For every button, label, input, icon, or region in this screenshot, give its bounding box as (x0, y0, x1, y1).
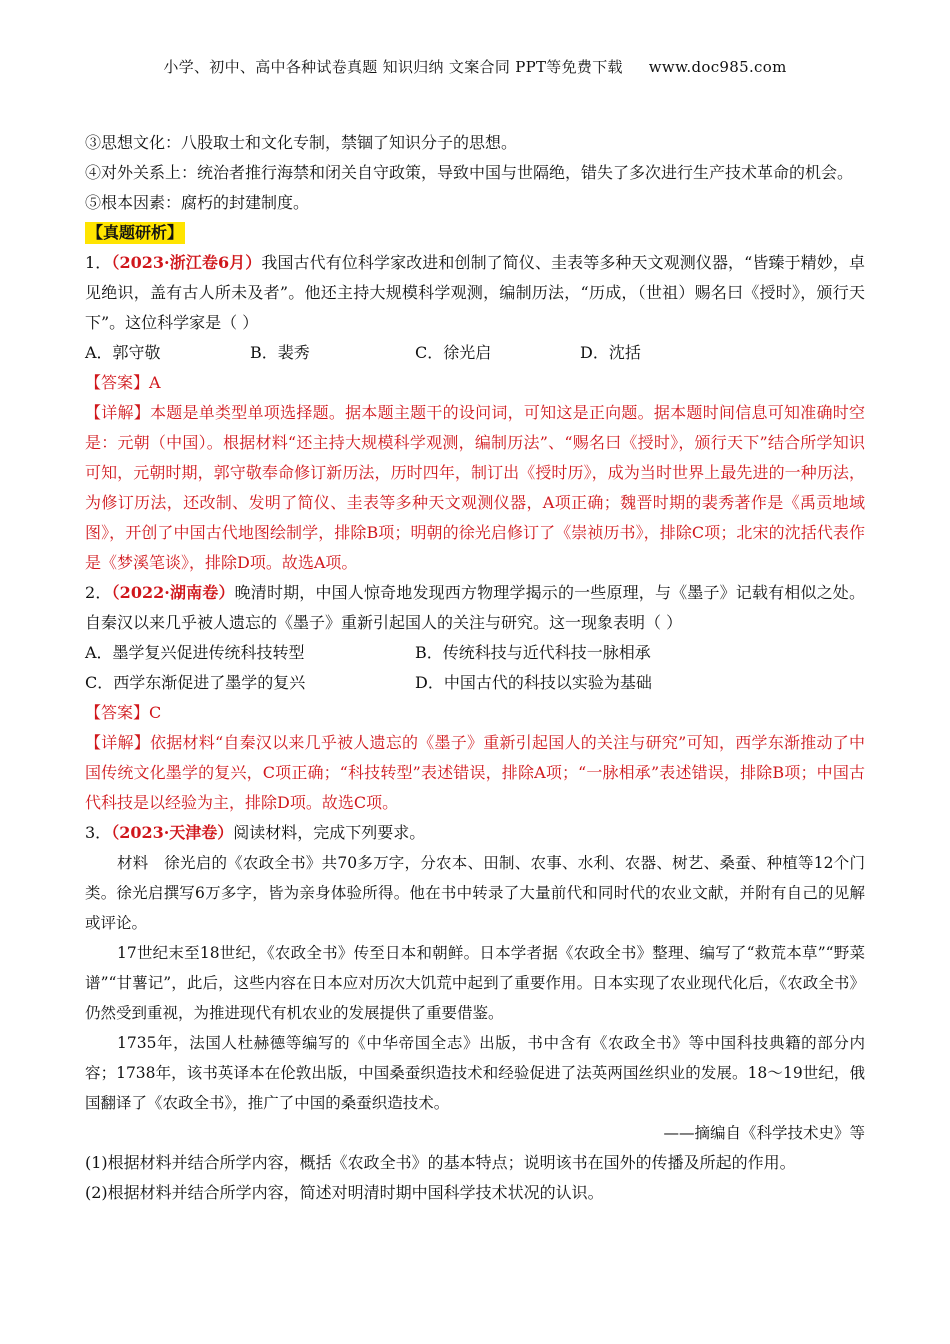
option-d: D．中国古代的科技以实验为基础 (415, 673, 652, 692)
question-3 (85, 818, 865, 848)
answer-1: 【答案】A (85, 373, 161, 392)
section-tag: 【真题研析】 (87, 223, 184, 242)
question-stem: 阅读材料，完成下列要求。 (233, 823, 426, 842)
option-c: C．西学东渐促进了墨学的复兴 (85, 673, 306, 692)
question-1-options (85, 338, 865, 368)
option-b: B．传统科技与近代科技一脉相承 (415, 643, 651, 662)
intro-line-3: ③思想文化：八股取士和文化专制，禁锢了知识分子的思想。 (85, 133, 518, 152)
question-2-options-row-2 (85, 668, 865, 698)
question-source: （2023·天津卷） (111, 823, 234, 842)
material-citation: ——摘编自《科学技术史》等 (663, 1124, 865, 1142)
question-2 (85, 578, 865, 638)
explanation-2: 【详解】依据材料“自秦汉以来几乎被人遗忘的《墨子》重新引起国人的关注与研究”可知，西学东渐推动了中国传统文化墨学的复兴，C项正确；“科技转型”表述错误，排除A项；“一脉相承”表述错误，排除B项；中国古代科技是以经验为主，排除D项。故选C项。 (85, 733, 865, 812)
section-heading (85, 218, 865, 248)
question-source: （2023·浙江卷6月） (111, 253, 262, 272)
question-source: （2022·湖南卷） (111, 583, 235, 602)
question-stem: 晚清时期，中国人惊奇地发现西方物理学揭示的一些原理，与《墨子》记载有相似之处。自秦汉以来几乎被人遗忘的《墨子》重新引起国人的关注与研究。这一现象表明（ ） (85, 583, 865, 632)
page-header (0, 56, 950, 77)
sub-question-1: (1)根据材料并结合所学内容，概括《农政全书》的基本特点；说明该书在国外的传播及所起的作用。 (85, 1153, 796, 1172)
question-number: 2． (85, 583, 112, 602)
document-body (85, 128, 865, 1208)
option-c: C．徐光启 (415, 343, 492, 362)
question-number: 1． (85, 253, 112, 272)
answer-2: 【答案】C (85, 703, 162, 722)
header-site[interactable]: www.doc985.com (648, 58, 787, 76)
question-2-options-row-1 (85, 638, 865, 668)
option-b: B．裴秀 (250, 343, 310, 362)
material-paragraph-2: 17世纪末至18世纪，《农政全书》传至日本和朝鲜。日本学者据《农政全书》整理、编写了“救荒本草”“野菜谱”“甘薯记”，此后，这些内容在日本应对历次大饥荒中起到了重要作用。日本实现了农业现代化后，《农政全书》仍然受到重视，为推进现代有机农业的发展提供了重要借鉴。 (85, 944, 865, 1022)
option-d: D．沈括 (580, 343, 641, 362)
option-a: A．郭守敬 (85, 343, 161, 362)
intro-line-5: ⑤根本因素：腐朽的封建制度。 (85, 193, 310, 212)
question-1 (85, 248, 865, 338)
option-a: A．墨学复兴促进传统科技转型 (85, 643, 305, 662)
explanation-1: 【详解】本题是单类型单项选择题。据本题主题干的设问词，可知这是正向题。据本题时间信息可知准确时空是：元朝（中国）。根据材料“还主持大规模科学观测，编制历法”、“赐名曰《授时》，颁行天下”结合所学知识可知，元朝时期，郭守敬奉命修订新历法，历时四年，制订出《授时历》，成为当时世界上最先进的一种历法，为修订历法，还改制、发明了简仪、圭表等多种天文观测仪器，A项正确；魏晋时期的裴秀著作是《禹贡地域图》，开创了中国古代地图绘制学，排除B项；明朝的徐光启修订了《崇祯历书》，排除C项；北宋的沈括代表作是《梦溪笔谈》，排除D项。故选A项。 (85, 403, 865, 572)
material-paragraph-1: 材料 徐光启的《农政全书》共70多万字，分农本、田制、农事、水利、农器、树艺、桑蚕、种植等12个门类。徐光启撰写6万多字，皆为亲身体验所得。他在书中转录了大量前代和同时代的农业文献，并附有自己的见解或评论。 (85, 854, 865, 932)
material-paragraph-3: 1735年，法国人杜赫德等编写的《中华帝国全志》出版，书中含有《农政全书》等中国科技典籍的部分内容；1738年，该书英译本在伦敦出版，中国桑蚕织造技术和经验促进了法英两国丝织业的发展。18～19世纪，俄国翻译了《农政全书》，推广了中国的桑蚕织造技术。 (85, 1034, 865, 1112)
sub-question-2: (2)根据材料并结合所学内容，简述对明清时期中国科学技术状况的认识。 (85, 1183, 604, 1202)
question-number: 3． (85, 823, 112, 842)
intro-line-4: ④对外关系上：统治者推行海禁和闭关自守政策，导致中国与世隔绝，错失了多次进行生产技术革命的机会。 (85, 163, 854, 182)
question-stem: 我国古代有位科学家改进和创制了简仪、圭表等多种天文观测仪器，“皆臻于精妙，卓见绝识，盖有古人所未及者”。他还主持大规模科学观测，编制历法，“历成，（世祖）赐名曰《授时》，颁行天下”。这位科学家是（ ） (85, 253, 865, 332)
header-text: 小学、初中、高中各种试卷真题 知识归纳 文案合同 PPT等免费下载 (163, 58, 623, 76)
